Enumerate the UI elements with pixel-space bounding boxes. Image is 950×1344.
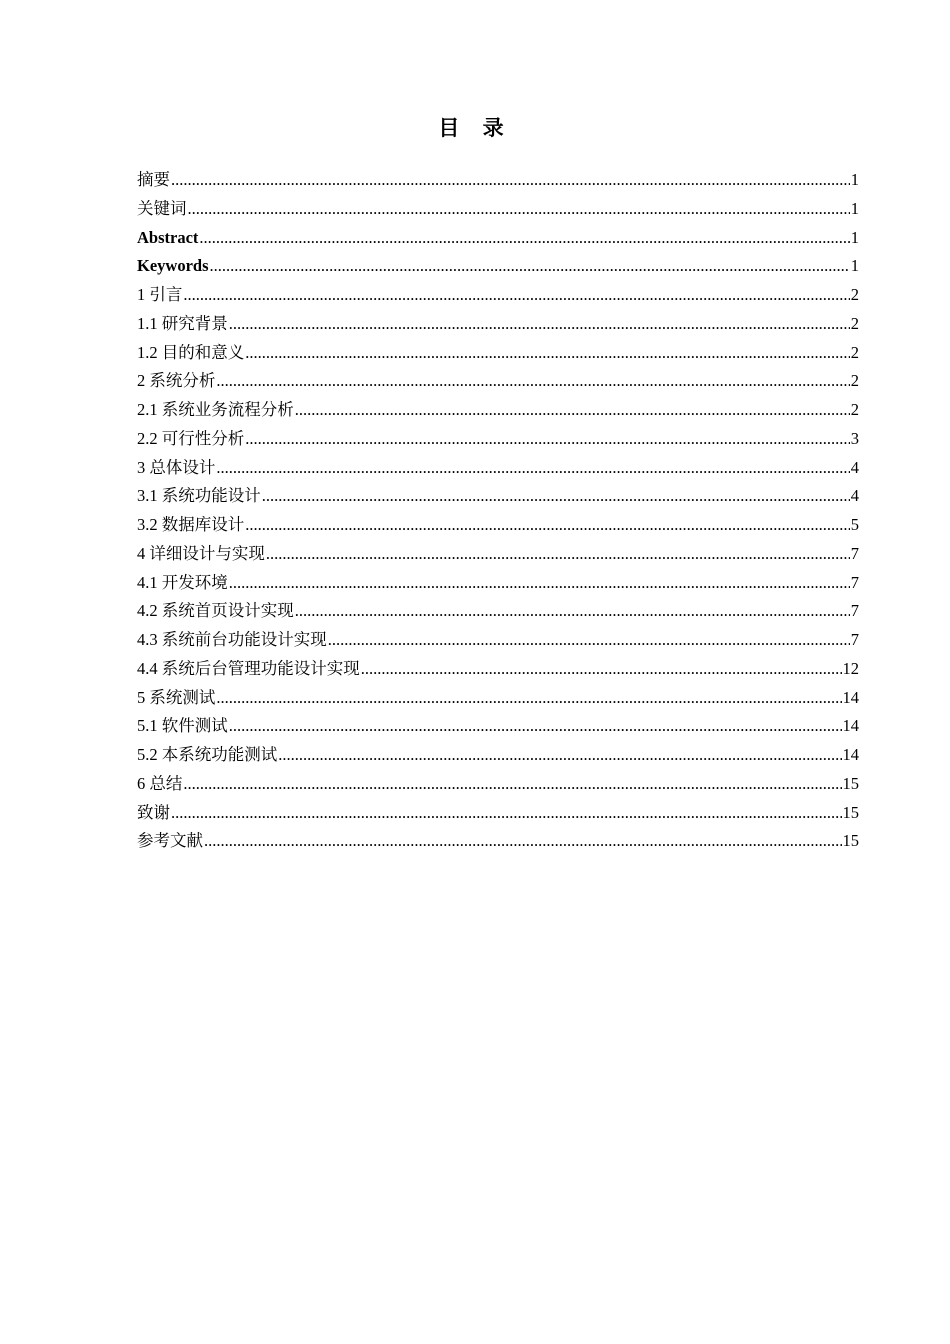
- toc-entry[interactable]: [137, 166, 859, 195]
- toc-entry-page-number: 4: [850, 486, 859, 506]
- toc-entry-page-number: 7: [850, 630, 859, 649]
- toc-dot-leader: [278, 741, 841, 770]
- toc-entry-page-number: 7: [850, 543, 859, 563]
- toc-dot-leader: [216, 454, 849, 483]
- toc-entry[interactable]: [137, 339, 859, 368]
- toc-dot-leader: [229, 712, 842, 741]
- toc-dot-leader: [262, 482, 850, 511]
- toc-entry-label: 致谢: [137, 802, 170, 822]
- toc-entry[interactable]: [137, 511, 859, 540]
- toc-entry-page-number: 14: [842, 687, 859, 707]
- toc-entry-page-number: 1: [850, 227, 859, 247]
- toc-dot-leader: [229, 310, 850, 339]
- toc-dot-leader: [188, 195, 850, 224]
- toc-entry[interactable]: [137, 741, 859, 770]
- toc-entry-page-number: 1: [850, 198, 859, 218]
- toc-entry-page-number: 4: [850, 457, 859, 477]
- toc-entry-label: 2.2 可行性分析: [137, 428, 245, 448]
- toc-dot-leader: [171, 799, 842, 828]
- toc-entry-page-number: 14: [842, 745, 859, 764]
- toc-entry[interactable]: [137, 684, 859, 713]
- toc-title: 目 录: [438, 116, 512, 140]
- toc-entry-label: 1.1 研究背景: [137, 313, 228, 333]
- toc-dot-leader: [295, 597, 850, 626]
- toc-entry-label: Keywords: [137, 256, 209, 276]
- toc-entry-label: 6 总结: [137, 773, 183, 793]
- toc-entry-label: 4.3 系统前台功能设计实现: [137, 630, 327, 649]
- toc-entry-label: 关键词: [137, 198, 187, 218]
- toc-entry[interactable]: [137, 224, 859, 253]
- toc-entry-label: 2 系统分析: [137, 371, 216, 391]
- toc-dot-leader: [204, 827, 842, 856]
- toc-entry[interactable]: [137, 540, 859, 569]
- toc-entry-page-number: 3: [850, 428, 859, 448]
- toc-dot-leader: [328, 626, 850, 655]
- toc-entry[interactable]: [137, 252, 859, 281]
- toc-entry-label: 1.2 目的和意义: [137, 342, 245, 362]
- toc-entry-label: 2.1 系统业务流程分析: [137, 400, 294, 419]
- toc-entry-page-number: 2: [850, 313, 859, 333]
- toc-entry-label: 参考文献: [137, 831, 203, 851]
- toc-entry-label: 4 详细设计与实现: [137, 543, 265, 563]
- toc-dot-leader: [245, 339, 850, 368]
- toc-dot-leader: [216, 367, 849, 396]
- toc-entry-label: 摘要: [137, 170, 170, 189]
- toc-entry-page-number: 2: [850, 285, 859, 304]
- toc-dot-leader: [171, 166, 850, 195]
- toc-entry-page-number: 14: [842, 716, 859, 736]
- toc-entry-page-number: 15: [842, 831, 859, 851]
- toc-dot-leader: [183, 770, 841, 799]
- toc-entry-page-number: 7: [850, 572, 859, 592]
- toc-dot-leader: [183, 281, 849, 310]
- toc-entry[interactable]: [137, 454, 859, 483]
- toc-dot-leader: [295, 396, 850, 425]
- toc-entry[interactable]: [137, 827, 859, 856]
- toc-entry[interactable]: [137, 310, 859, 339]
- toc-entry-page-number: 2: [850, 371, 859, 391]
- toc-dot-leader: [216, 684, 841, 713]
- toc-entry[interactable]: [137, 712, 859, 741]
- toc-entry-page-number: 1: [850, 170, 859, 189]
- toc-entry-label: 4.2 系统首页设计实现: [137, 601, 294, 621]
- toc-dot-leader: [229, 569, 850, 598]
- toc-entry[interactable]: [137, 425, 859, 454]
- toc-entry-label: 5.1 软件测试: [137, 716, 228, 736]
- toc-entry[interactable]: [137, 770, 859, 799]
- toc-entry-label: 5 系统测试: [137, 687, 216, 707]
- toc-entry-label: 3.2 数据库设计: [137, 515, 245, 534]
- toc-dot-leader: [199, 224, 849, 253]
- toc-entry-label: 1 引言: [137, 285, 183, 304]
- toc-entry[interactable]: [137, 626, 859, 655]
- toc-entry[interactable]: [137, 655, 859, 684]
- toc-dot-leader: [361, 655, 842, 684]
- toc-entry[interactable]: [137, 367, 859, 396]
- toc-entry[interactable]: [137, 597, 859, 626]
- toc-dot-leader: [210, 252, 850, 281]
- toc-entry-label: 3 总体设计: [137, 457, 216, 477]
- toc-entry[interactable]: [137, 195, 859, 224]
- toc-entry-page-number: 15: [842, 773, 859, 793]
- toc-entry-page-number: 7: [850, 601, 859, 621]
- toc-entry-page-number: 2: [850, 400, 859, 419]
- toc-entry-page-number: 15: [842, 802, 859, 822]
- toc-entry-page-number: 12: [842, 658, 859, 678]
- toc-entry-page-number: 5: [850, 515, 859, 534]
- toc-dot-leader: [245, 425, 850, 454]
- toc-entry-label: 5.2 本系统功能测试: [137, 745, 278, 764]
- toc-entry-page-number: 2: [850, 342, 859, 362]
- toc-entry-label: 4.1 开发环境: [137, 572, 228, 592]
- toc-entry-label: 4.4 系统后台管理功能设计实现: [137, 658, 360, 678]
- toc-dot-leader: [245, 511, 850, 540]
- toc-entry[interactable]: [137, 799, 859, 828]
- toc-entry[interactable]: [137, 281, 859, 310]
- toc-entry-label: 3.1 系统功能设计: [137, 486, 261, 506]
- toc-dot-leader: [266, 540, 850, 569]
- toc-entry[interactable]: [137, 569, 859, 598]
- toc-entry-page-number: 1: [850, 256, 859, 276]
- toc-entry[interactable]: [137, 482, 859, 511]
- toc-entry-label: Abstract: [137, 227, 199, 247]
- table-of-contents: [137, 166, 859, 856]
- toc-entry[interactable]: [137, 396, 859, 425]
